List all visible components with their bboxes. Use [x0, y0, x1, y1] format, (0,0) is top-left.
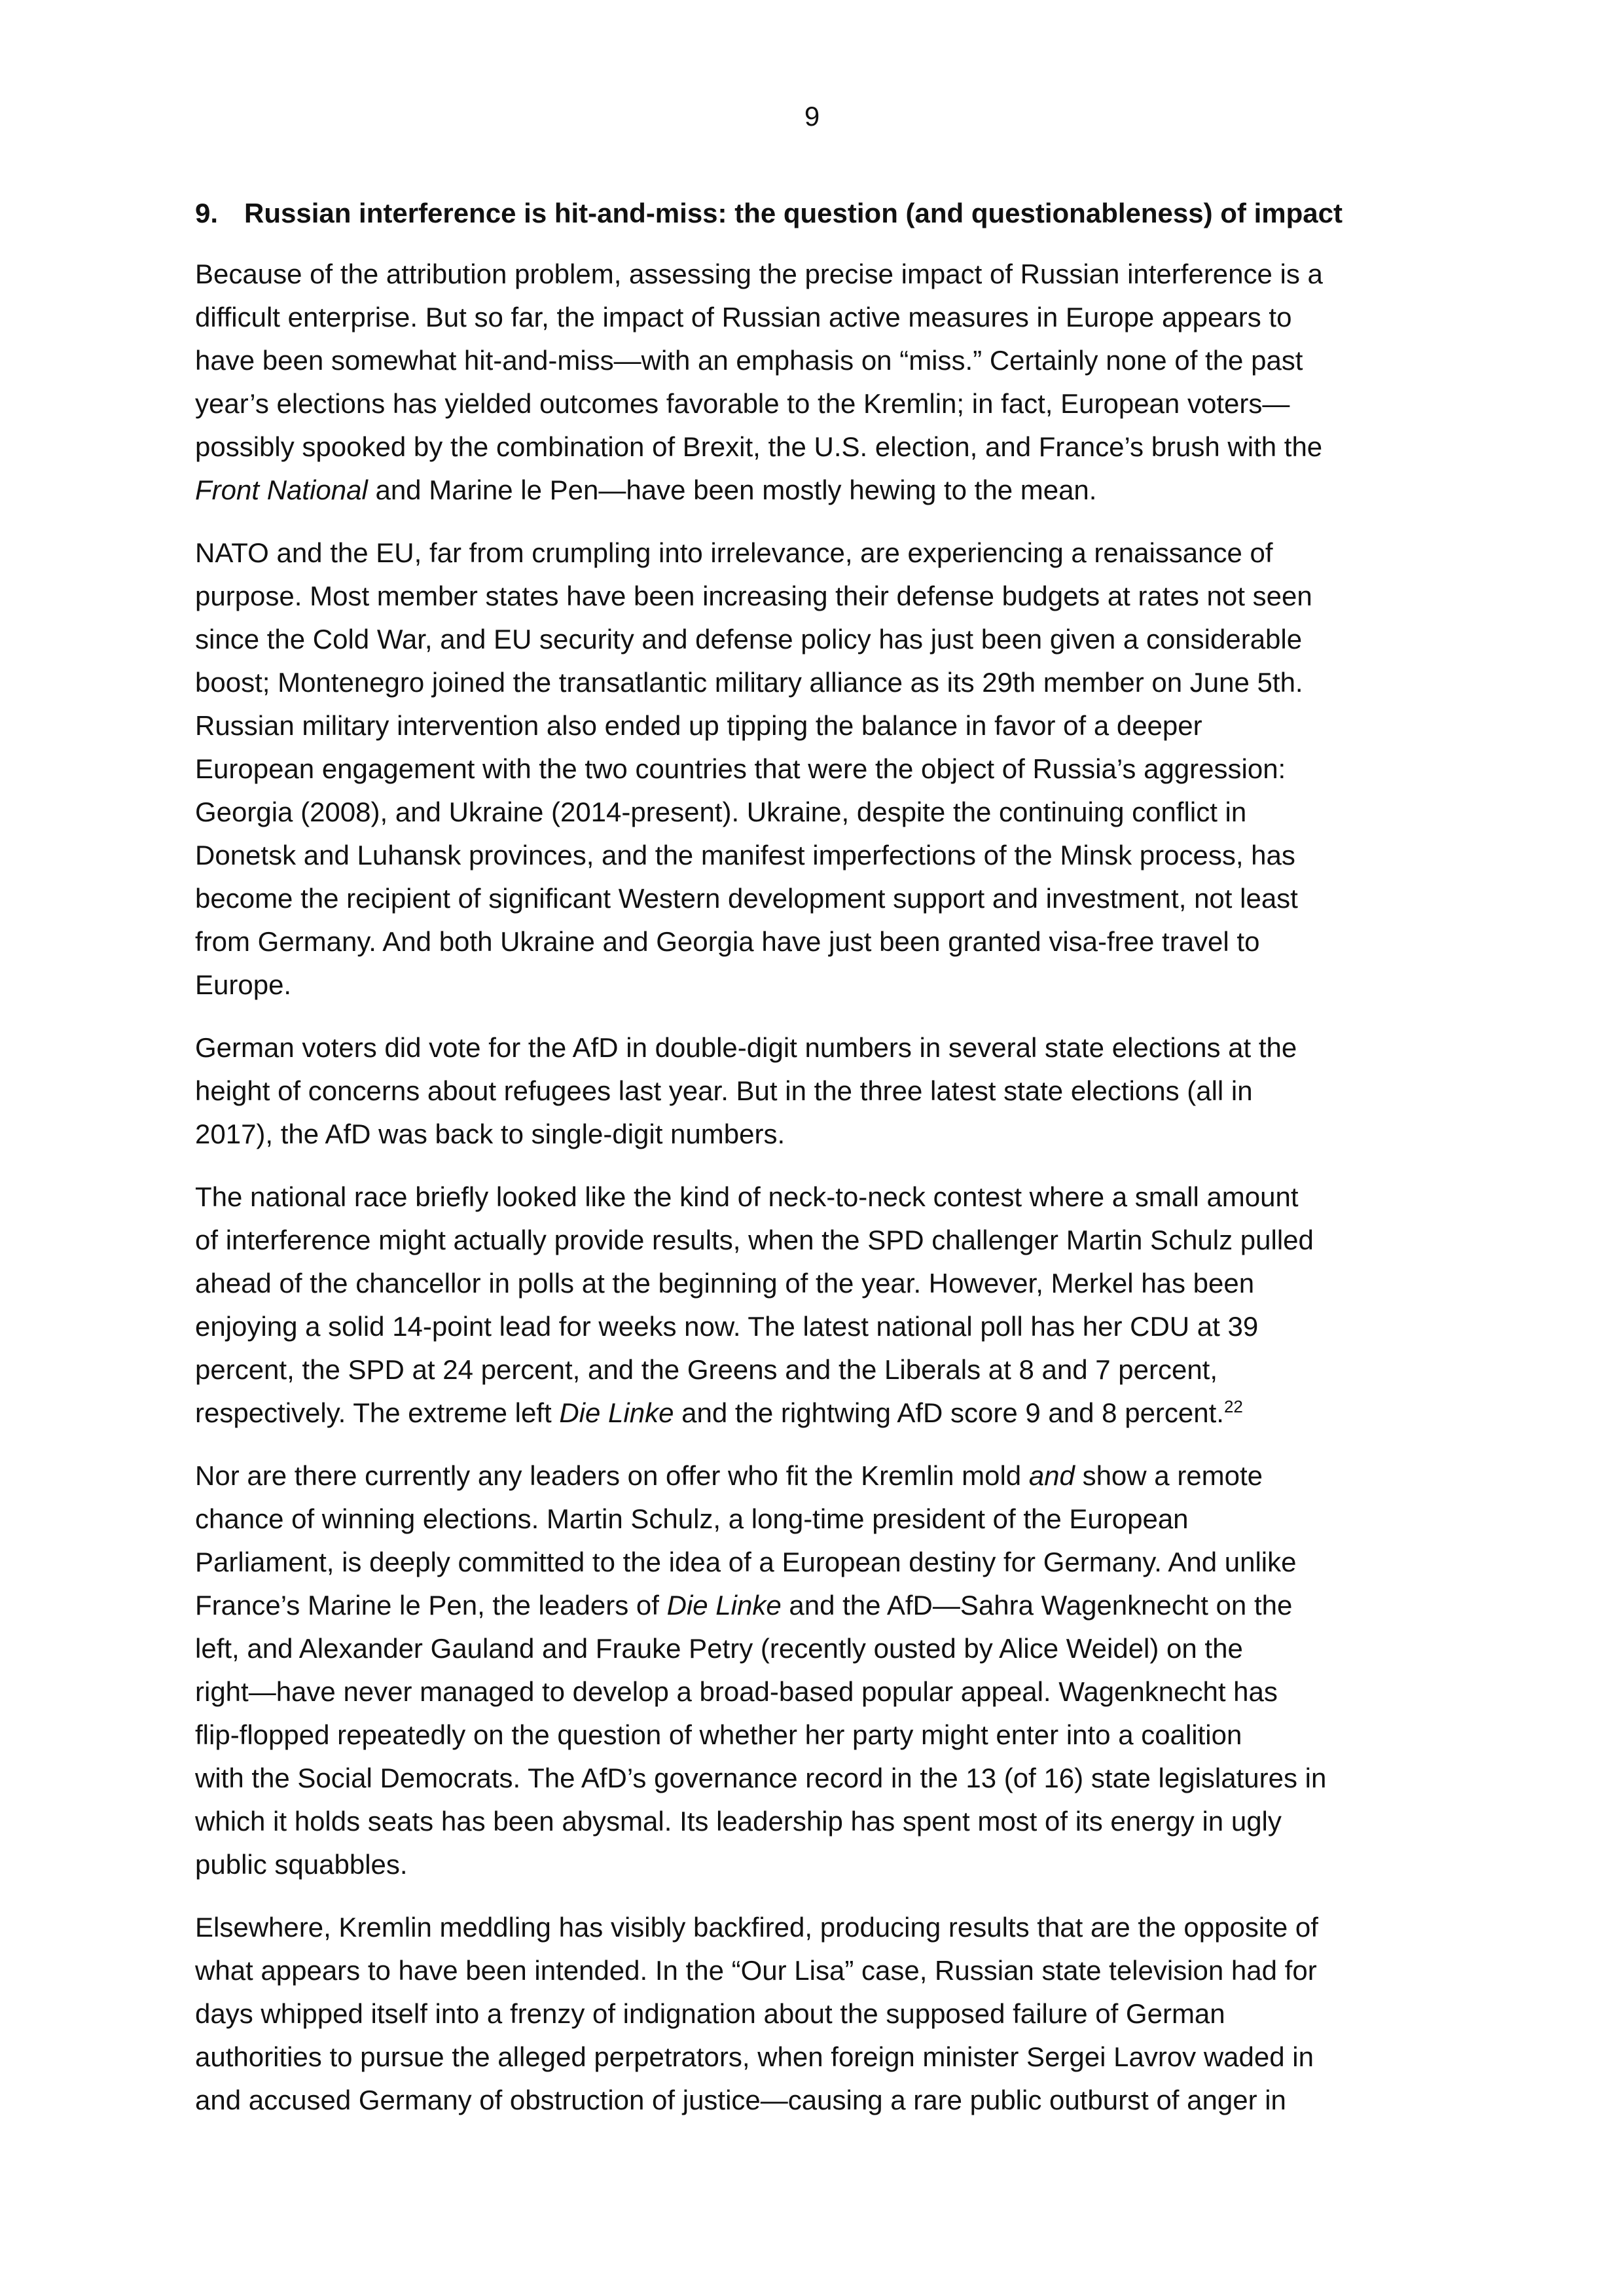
- text-line: boost; Montenegro joined the transatlantic military alliance as its 29th member on June 5th.: [195, 667, 1303, 698]
- text-line: which it holds seats has been abysmal. Its leadership has spent most of its energy in ugly: [195, 1806, 1282, 1837]
- text-line: become the recipient of significant Western development support and investment, not least: [195, 883, 1298, 914]
- text-line: possibly spooked by the combination of Brexit, the U.S. election, and France’s brush with the: [195, 431, 1323, 462]
- paragraph-6: [195, 1906, 1435, 2122]
- paragraph-1: [195, 253, 1435, 512]
- text-line: Parliament, is deeply committed to the idea of a European destiny for Germany. And unlike: [195, 1547, 1297, 1577]
- text-line: [195, 1584, 1435, 1627]
- text-line: have been somewhat hit-and-miss—with an emphasis on “miss.” Certainly none of the past: [195, 345, 1303, 376]
- text-fragment: and the rightwing AfD score 9 and 8 percent.: [674, 1397, 1224, 1428]
- text-line: difficult enterprise. But so far, the impact of Russian active measures in Europe appears to: [195, 302, 1292, 332]
- text-line: Because of the attribution problem, assessing the precise impact of Russian interference is a: [195, 259, 1323, 289]
- text-line: days whipped itself into a frenzy of indignation about the supposed failure of German: [195, 1998, 1225, 2029]
- text-line: and accused Germany of obstruction of justice—causing a rare public outburst of anger in: [195, 2085, 1286, 2115]
- italic-term: Die Linke: [666, 1590, 782, 1621]
- text-line: Europe.: [195, 969, 292, 1000]
- text-line: 2017), the AfD was back to single-digit numbers.: [195, 1119, 785, 1149]
- text-line: what appears to have been intended. In the “Our Lisa” case, Russian state television had for: [195, 1955, 1317, 1986]
- text-line: German voters did vote for the AfD in double-digit numbers in several state elections at the: [195, 1032, 1297, 1063]
- text-line: [195, 469, 1435, 512]
- text-fragment: Nor are there currently any leaders on offer who fit the Kremlin mold: [195, 1460, 1029, 1491]
- section-title: Russian interference is hit-and-miss: the question (and questionableness) of impact: [244, 198, 1343, 228]
- text-fragment: and Marine le Pen—have been mostly hewing to the mean.: [367, 475, 1097, 505]
- text-line: [195, 1391, 1435, 1435]
- text-fragment: and the AfD—Sahra Wagenknecht on the: [781, 1590, 1293, 1621]
- text-line: ahead of the chancellor in polls at the beginning of the year. However, Merkel has been: [195, 1268, 1255, 1299]
- italic-term: and: [1028, 1460, 1075, 1491]
- section-heading: [195, 194, 1435, 233]
- text-line: enjoying a solid 14-point lead for weeks now. The latest national poll has her CDU at 39: [195, 1311, 1259, 1342]
- text-line: Russian military intervention also ended up tipping the balance in favor of a deeper: [195, 710, 1202, 741]
- text-line: percent, the SPD at 24 percent, and the Greens and the Liberals at 8 and 7 percent,: [195, 1354, 1218, 1385]
- text-line: European engagement with the two countries that were the object of Russia’s aggression:: [195, 753, 1286, 784]
- text-line: NATO and the EU, far from crumpling into irrelevance, are experiencing a renaissance of: [195, 537, 1273, 568]
- section-number: 9.: [195, 198, 219, 228]
- paragraph-3: [195, 1026, 1435, 1156]
- page-content: [195, 194, 1435, 2142]
- text-line: flip-flopped repeatedly on the question of whether her party might enter into a coalition: [195, 1719, 1242, 1750]
- text-line: authorities to pursue the alleged perpetrators, when foreign minister Sergei Lavrov waded in: [195, 2041, 1314, 2072]
- text-fragment: respectively. The extreme left: [195, 1397, 560, 1428]
- italic-term: Die Linke: [559, 1397, 674, 1428]
- text-line: [195, 1454, 1435, 1498]
- paragraph-2: [195, 531, 1435, 1007]
- text-line: chance of winning elections. Martin Schulz, a long-time president of the European: [195, 1503, 1189, 1534]
- text-fragment: show a remote: [1074, 1460, 1263, 1491]
- text-line: of interference might actually provide results, when the SPD challenger Martin Schulz pulled: [195, 1225, 1314, 1255]
- text-line: with the Social Democrats. The AfD’s governance record in the 13 (of 16) state legislatures in: [195, 1763, 1327, 1793]
- page-number: 9: [804, 101, 820, 132]
- text-line: from Germany. And both Ukraine and Georgia have just been granted visa-free travel to: [195, 926, 1260, 957]
- text-line: Elsewhere, Kremlin meddling has visibly backfired, producing results that are the opposite of: [195, 1912, 1318, 1943]
- text-line: height of concerns about refugees last year. But in the three latest state elections (all in: [195, 1075, 1253, 1106]
- italic-term: Front National: [195, 475, 368, 505]
- footnote-reference[interactable]: 22: [1223, 1397, 1243, 1416]
- paragraph-5: [195, 1454, 1435, 1886]
- text-line: purpose. Most member states have been increasing their defense budgets at rates not seen: [195, 581, 1312, 611]
- text-fragment: France’s Marine le Pen, the leaders of: [195, 1590, 667, 1621]
- text-line: since the Cold War, and EU security and defense policy has just been given a considerable: [195, 624, 1303, 655]
- text-line: year’s elections has yielded outcomes favorable to the Kremlin; in fact, European voters—: [195, 388, 1290, 419]
- text-line: Donetsk and Luhansk provinces, and the manifest imperfections of the Minsk process, has: [195, 840, 1295, 870]
- text-line: The national race briefly looked like the kind of neck-to-neck contest where a small amount: [195, 1181, 1299, 1212]
- text-line: public squabbles.: [195, 1849, 408, 1880]
- text-line: left, and Alexander Gauland and Frauke Petry (recently ousted by Alice Weidel) on the: [195, 1633, 1243, 1664]
- paragraph-4: [195, 1175, 1435, 1435]
- text-line: Georgia (2008), and Ukraine (2014-present). Ukraine, despite the continuing conflict in: [195, 797, 1247, 827]
- text-line: right—have never managed to develop a broad-based popular appeal. Wagenknecht has: [195, 1676, 1278, 1707]
